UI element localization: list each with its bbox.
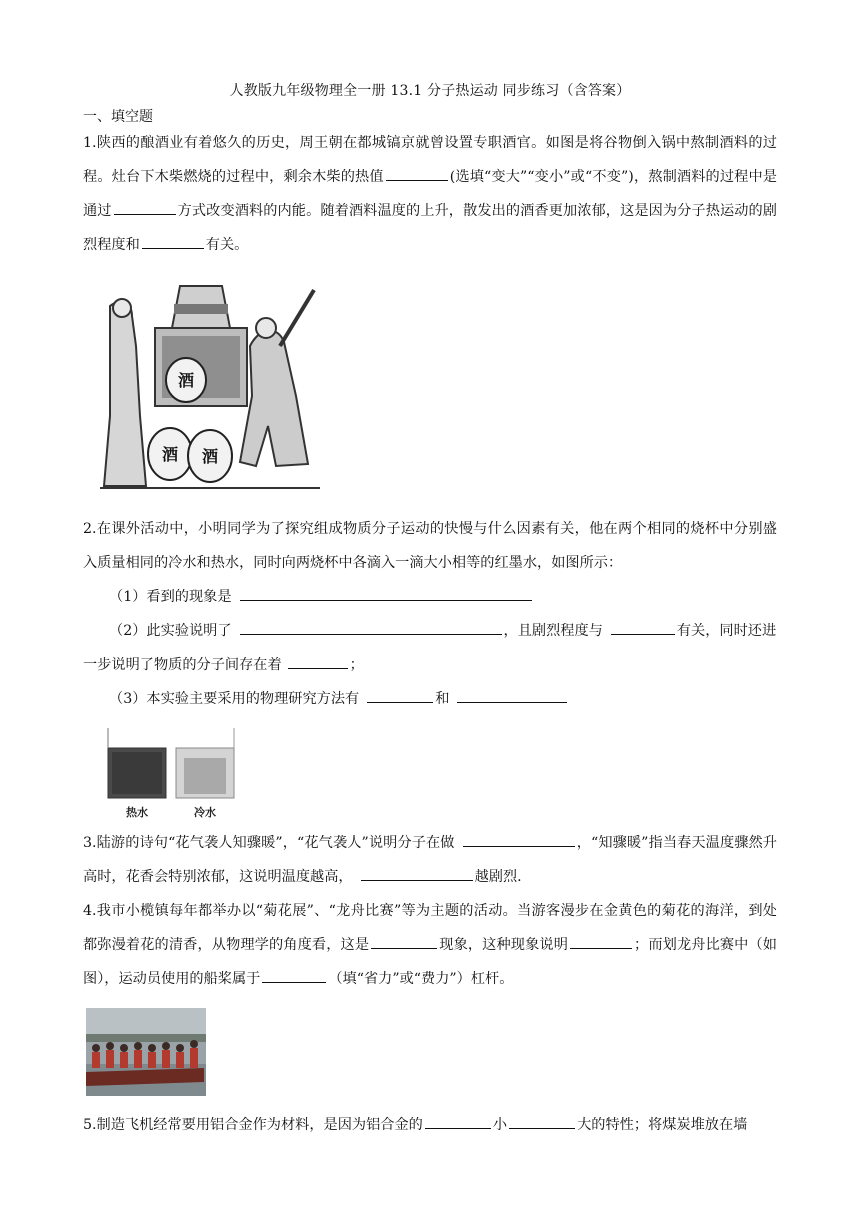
answer-blank[interactable]: [611, 618, 675, 635]
answer-blank[interactable]: [509, 1112, 575, 1129]
question-1: 1.陕西的酿酒业有着悠久的历史，周王朝在都城镐京就曾设置专职酒官。如图是将谷物倒入锅中熬制酒料的过程。灶台下木柴燃烧的过程中，剩余木柴的热值 (选填“变大”“变小”或“不变”)，熬制酒料的过程中是通过 方式改变酒料的内能。随着酒料温度的上升，散发出的酒香更加浓郁，这是因为分子热运动的剧烈程度和 有关。: [83, 135, 777, 253]
jar-label: 酒: [161, 445, 179, 464]
question-number: 2.: [83, 521, 97, 537]
question-number: 5.: [83, 1117, 97, 1133]
answer-blank[interactable]: [570, 932, 632, 949]
answer-blank[interactable]: [425, 1112, 491, 1129]
question-number: 1.: [83, 135, 97, 151]
dragon-boat-photo: [86, 1008, 206, 1096]
answer-blank[interactable]: [371, 932, 437, 949]
answer-blank[interactable]: [361, 864, 473, 881]
page-title: 人教版九年级物理全一册 13.1 分子热运动 同步练习（含答案）: [229, 83, 631, 99]
question-2: 2.在课外活动中，小明同学为了探究组成物质分子运动的快慢与什么因素有关，他在两个相同的烧杯中分别盛入质量相同的冷水和热水，同时向两烧杯中各滴入一滴大小相等的红墨水，如图所示：: [83, 521, 777, 571]
question-number: 3.: [83, 835, 97, 851]
question-2-part-2: （2）此实验说明了 ，且剧烈程度与 有关，同时还进一步说明了物质的分子间存在着 ；: [83, 614, 777, 682]
cold-water-label: 冷水: [194, 806, 216, 819]
answer-blank[interactable]: [240, 618, 502, 635]
answer-blank[interactable]: [262, 966, 326, 983]
section-heading: 一、填空题: [83, 109, 153, 125]
question-5: 5.制造飞机经常要用铝合金作为材料，是因为铝合金的 小 大的特性；将煤炭堆放在墙: [83, 1108, 777, 1142]
answer-blank[interactable]: [367, 686, 433, 703]
question-2-part-3: （3）本实验主要采用的物理研究方法有 和: [83, 682, 803, 716]
jar-label: 酒: [201, 447, 219, 466]
question-number: 4.: [83, 903, 97, 919]
question-4: 4.我市小榄镇每年都举办以“菊花展”、“龙舟比赛”等为主题的活动。当游客漫步在金黄色的菊花的海洋，到处都弥漫着花的清香，从物理学的角度看，这是 现象，这种现象说明 ；而划龙舟比赛中（如图），运动员使用的船桨属于 （填“省力”或“费力”）杠杆。: [83, 903, 777, 987]
answer-blank[interactable]: [463, 830, 575, 847]
question-3: 3.陆游的诗句“花气袭人知骤暖”，“花气袭人”说明分子在做 ，“知骤暖”指当春天温度骤然升高时，花香会特别浓郁，这说明温度越高， 越剧烈.: [83, 826, 777, 894]
question-2-part-1: （1）看到的现象是: [83, 580, 803, 614]
wine-making-illustration: [100, 276, 320, 500]
answer-blank[interactable]: [114, 198, 176, 215]
beakers-figure: [104, 722, 236, 820]
answer-blank[interactable]: [240, 584, 532, 601]
answer-blank[interactable]: [142, 232, 204, 249]
answer-blank[interactable]: [457, 686, 567, 703]
answer-blank[interactable]: [288, 652, 348, 669]
hot-water-label: 热水: [126, 806, 148, 819]
answer-blank[interactable]: [386, 164, 448, 181]
jar-label: 酒: [177, 371, 195, 390]
